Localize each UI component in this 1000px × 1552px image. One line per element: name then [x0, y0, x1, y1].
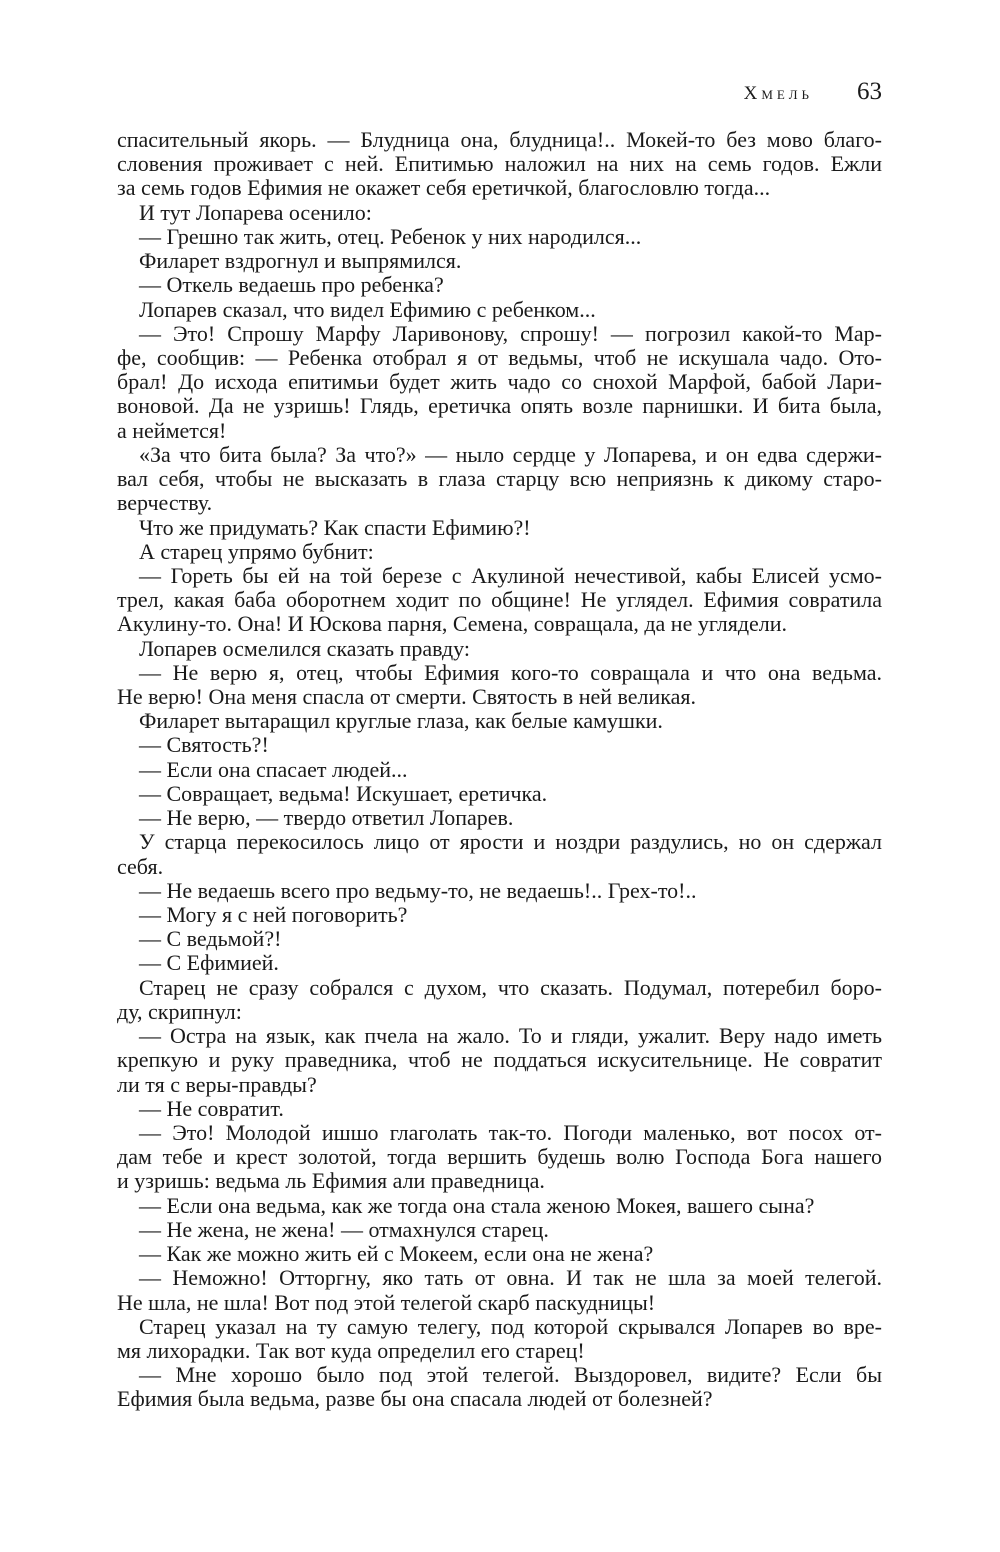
text-line: — Неможно! Отторгну, яко тать от овна. И так не шла за моей телегой.: [139, 1265, 882, 1291]
text-line: Не шла, не шла! Вот под этой телегой скарб паскудницы!: [117, 1289, 656, 1315]
text-line: Лопарев осмелился сказать правду:: [139, 635, 470, 661]
text-line: Старец не сразу собрался с духом, что сказать. Подумал, потеребил боро-: [139, 974, 882, 1000]
text-line: Лопарев сказал, что видел Ефимию с ребенком...: [139, 296, 596, 322]
text-line: — Мне хорошо было под этой телегой. Выздоровел, видите? Если бы: [139, 1362, 882, 1388]
text-line: — Если она спасает людей...: [139, 756, 408, 782]
text-line: словения проживает с ней. Епитимью наложил на них на семь годов. Ежли: [117, 151, 882, 177]
text-line: — Остра на язык, как пчела на жало. То и гляди, ужалит. Веру надо иметь: [139, 1023, 882, 1049]
text-line: — Святость?!: [139, 732, 269, 758]
text-line: — Не верю, — твердо ответил Лопарев.: [139, 805, 514, 831]
text-line: фе, сообщив: — Ребенка отобрал я от ведьмы, чтоб не искушала чадо. Ото-: [117, 344, 882, 370]
text-line: — С ведьмой?!: [139, 926, 282, 952]
text-line: А старец упрямо бубнит:: [139, 538, 374, 564]
text-line: трел, какая баба оборотнем ходит по общине! Не углядел. Ефимия совратила: [117, 587, 882, 613]
text-line: — Совращает, ведьма! Искушает, еретичка.: [139, 780, 548, 806]
text-line: — Не ведаешь всего про ведьму-то, не ведаешь!.. Грех-то!..: [139, 877, 697, 903]
text-line: вал себя, чтобы не высказать в глаза старцу всю неприязнь к дикому старо-: [117, 466, 882, 492]
text-line: — Могу я с ней поговорить?: [139, 902, 408, 927]
text-line: — С Ефимией.: [139, 950, 279, 976]
text-line: И тут Лопарева осенило:: [139, 199, 372, 225]
page-number: 63: [857, 78, 882, 105]
text-line: крепкую и руку праведника, чтоб не поддаться искусительнице. Не совратит: [117, 1047, 882, 1073]
text-line: — Это! Молодой ишшо глаголать так-то. Погоди маленько, вот посох от-: [139, 1119, 882, 1145]
text-line: — Откель ведаешь про ребенка?: [139, 272, 444, 298]
text-line: — Не совратит.: [139, 1095, 284, 1121]
text-line: — Не верю я, отец, чтобы Ефимия кого-то совращала и что она ведьма.: [139, 659, 882, 685]
text-line: спасительный якорь. — Блудница она, блудница!.. Мокей-то без мово благо-: [117, 127, 882, 152]
text-line: и узришь: ведьма ль Ефимия али праведница.: [117, 1168, 545, 1194]
text-line: воновой. Да не узришь! Глядь, еретичка опять возле парнишки. И бита была,: [117, 393, 882, 419]
text-line: — Грешно так жить, отец. Ребенок у них народился...: [139, 223, 642, 249]
text-line: ли тя с веры-правды?: [117, 1071, 317, 1097]
body-text: [117, 128, 882, 1412]
text-line: Филарет вздрогнул и выпрямился.: [139, 248, 462, 274]
text-line: Акулину-то. Она! И Юскова парня, Семена, совращала, да не углядели.: [117, 611, 788, 637]
text-line: Старец указал на ту самую телегу, под которой скрывался Лопарев во вре-: [139, 1313, 882, 1339]
text-line: — Не жена, не жена! — отмахнулся старец.: [139, 1216, 549, 1242]
text-line: а неймется!: [117, 417, 227, 443]
text-line: — Гореть бы ей на той березе с Акулиной нечестивой, кабы Елисей усмо-: [139, 562, 882, 588]
text-line: ду, скрипнул:: [117, 998, 242, 1024]
text-line: У старца перекосилось лицо от ярости и ноздри раздулись, но он сдержал: [139, 829, 882, 855]
text-line: дам тебе и крест золотой, тогда вершить будешь волю Господа Бога нашего: [117, 1144, 882, 1170]
page-header: [744, 78, 882, 106]
text-line: — Это! Спрошу Марфу Ларивонову, спрошу! — погрозил какой-то Мар-: [139, 320, 882, 346]
text-line: мя лихорадки. Так вот куда определил его старец!: [117, 1337, 585, 1363]
text-line: — Если она ведьма, как же тогда она стала женою Мокея, вашего сына?: [139, 1192, 815, 1218]
text-line: Что же придумать? Как спасти Ефимию?!: [139, 514, 531, 540]
text-line: верчеству.: [117, 490, 213, 516]
text-line: Не верю! Она меня спасла от смерти. Святость в ней великая.: [117, 684, 697, 710]
text-line: — Как же можно жить ей с Мокеем, если она не жена?: [139, 1241, 654, 1267]
running-title: Хмель: [743, 83, 813, 104]
text-line: «За что бита была? За что?» — ныло сердце у Лопарева, и он едва сдержи-: [139, 441, 882, 467]
text-line: за семь годов Ефимия не окажет себя еретичкой, благословлю тогда...: [117, 175, 771, 201]
text-line: Филарет вытаращил круглые глаза, как белые камушки.: [139, 708, 663, 734]
text-line: Ефимия была ведьма, разве бы она спасала людей от болезней?: [117, 1386, 713, 1412]
text-line: брал! До исхода епитимьи будет жить чадо со снохой Марфой, бабой Лари-: [117, 369, 882, 395]
text-line: себя.: [117, 853, 164, 879]
